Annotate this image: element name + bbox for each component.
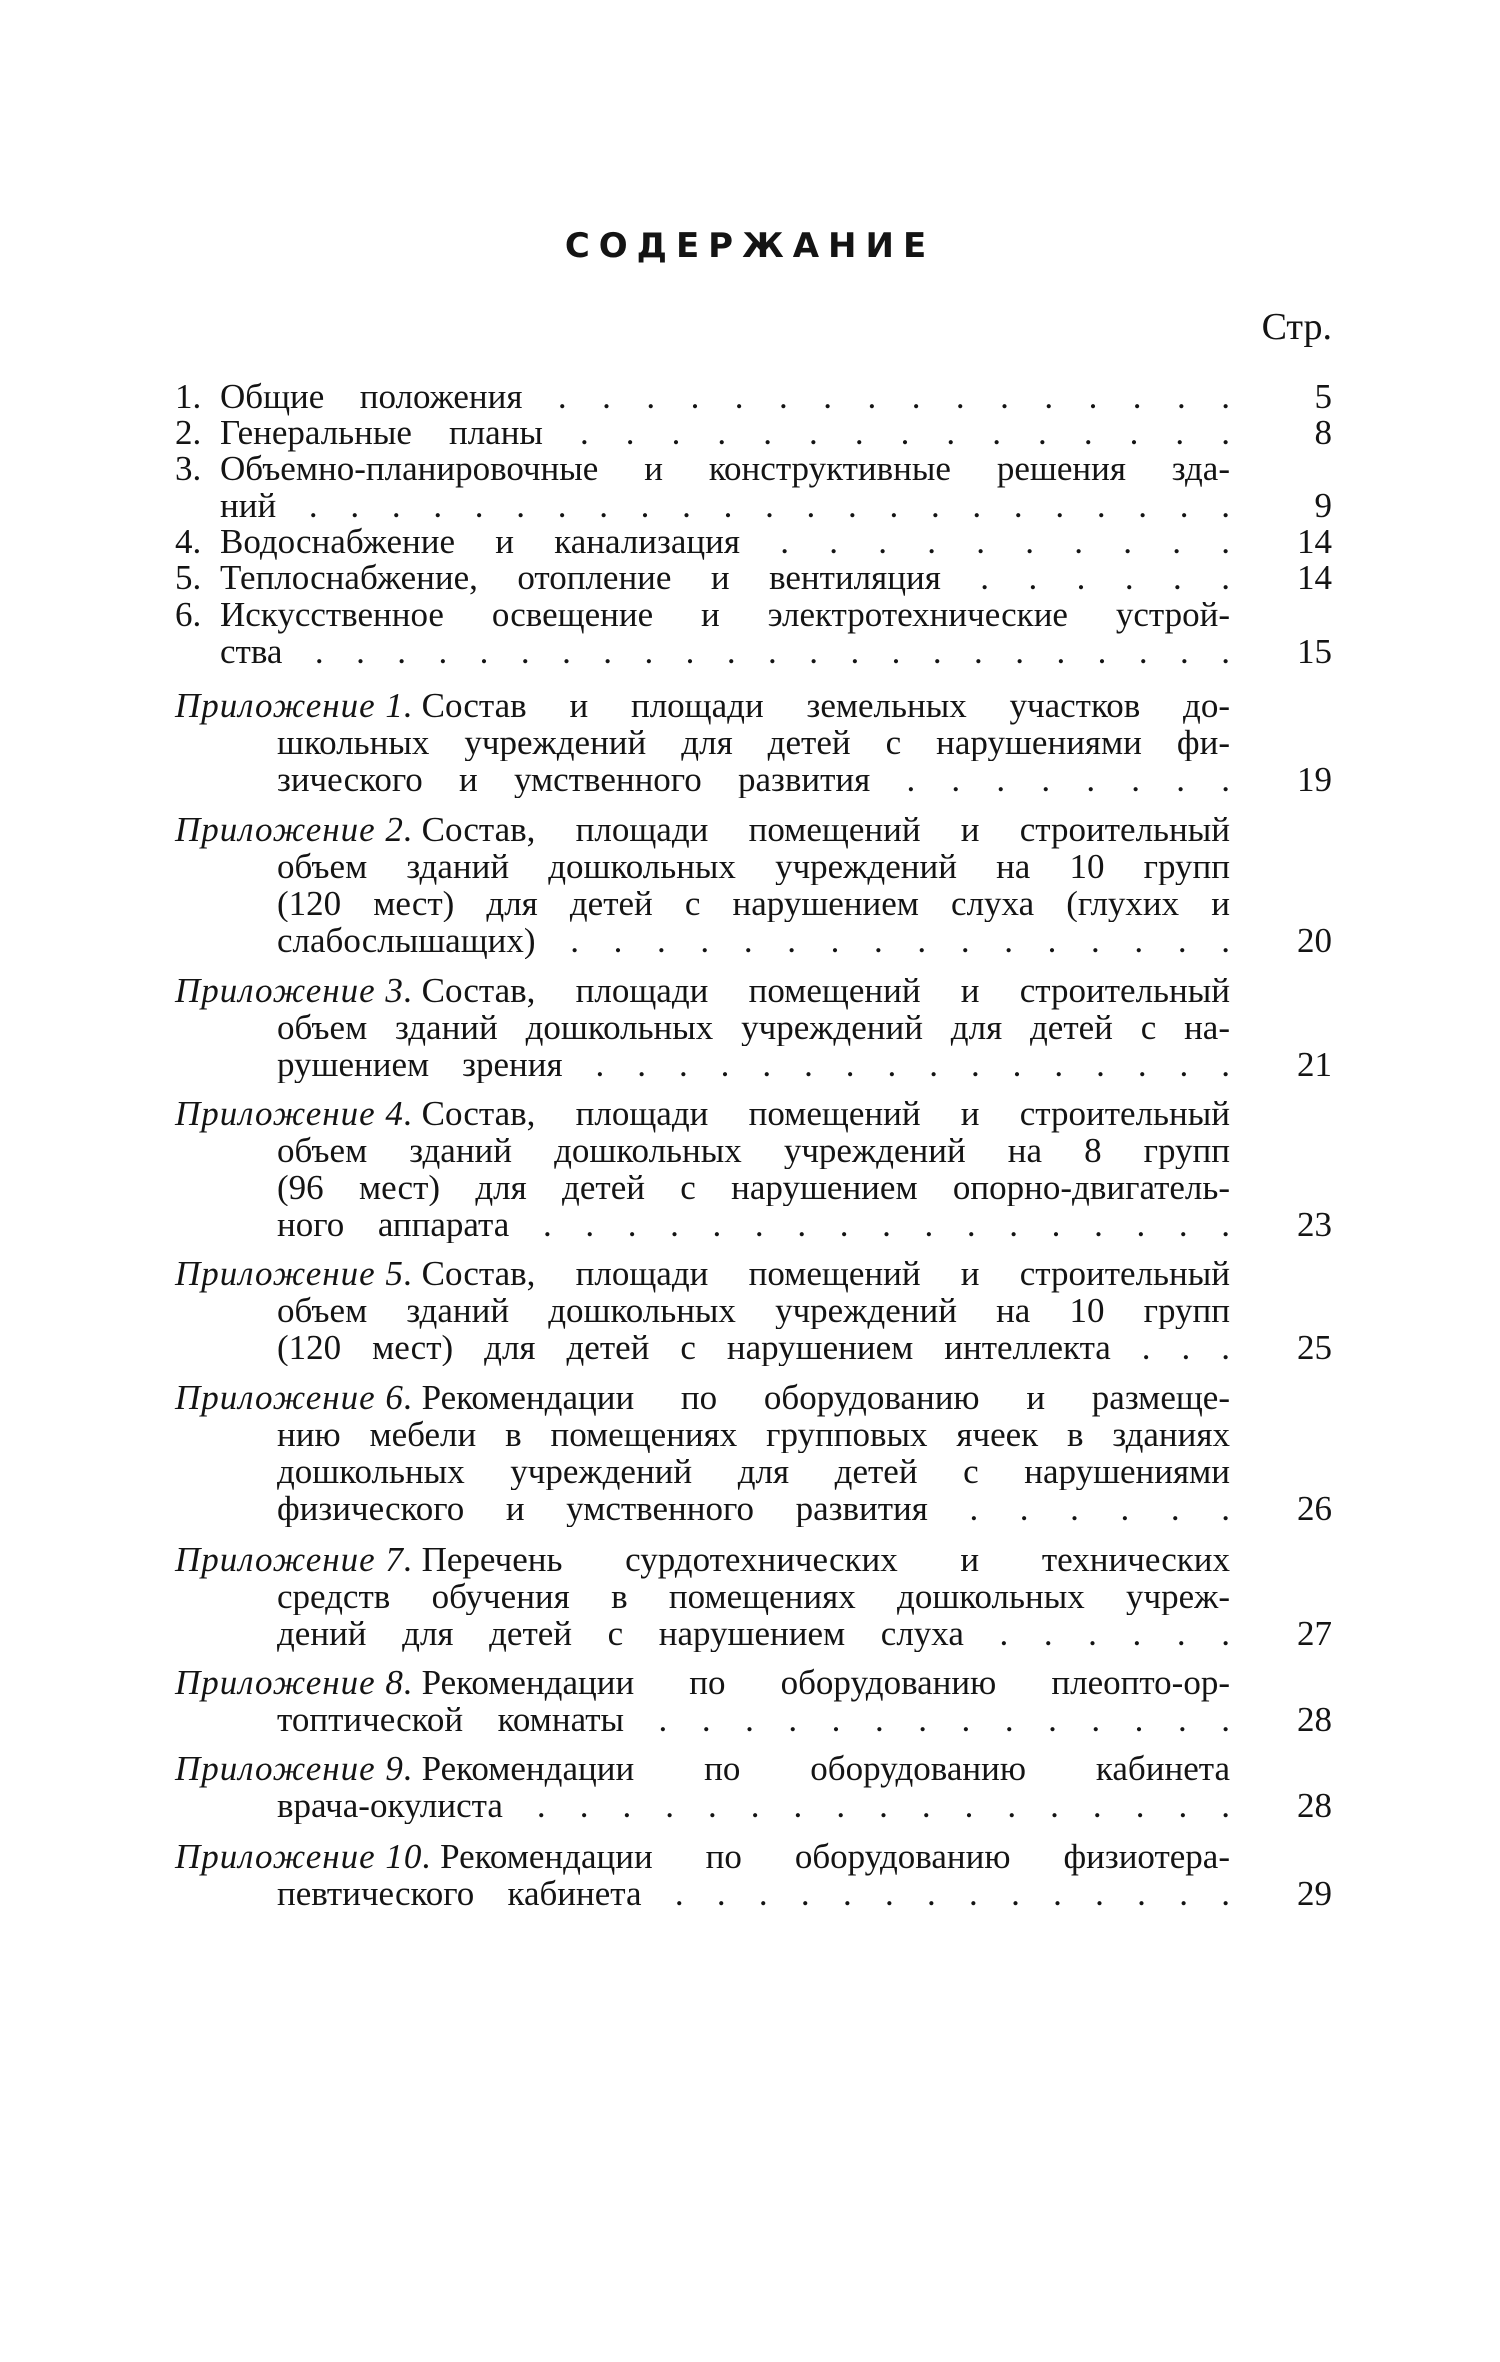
toc-appendix-label: Приложение 1. — [175, 686, 414, 725]
toc-line: Объемно-планировочные и конструктивные решения зда- — [220, 449, 1230, 488]
toc-line: Водоснабжение и канализация . . . . . . . . . . — [220, 522, 1230, 561]
toc-appendix-title: Рекомендации по оборудованию плеопто-ор- — [421, 1663, 1230, 1702]
toc-section-number: 2. — [175, 413, 202, 452]
toc-appendix-first-line — [175, 1750, 1230, 1787]
toc-line: Генеральные планы . . . . . . . . . . . . . . . — [220, 413, 1230, 452]
toc-appendix-title: Состав, площади помещений и строительный — [421, 810, 1230, 849]
toc-appendix-entry — [0, 687, 1500, 798]
toc-appendix-entry — [0, 1541, 1500, 1652]
toc-appendix-entry — [0, 811, 1500, 959]
toc-appendix-first-line — [175, 1664, 1230, 1701]
toc-line: зического и умственного развития . . . . . . . . — [277, 761, 1230, 798]
toc-appendix-entry — [0, 1379, 1500, 1527]
toc-section-number: 4. — [175, 522, 202, 561]
toc-appendix-title: Состав и площади земельных участков до- — [421, 686, 1230, 725]
toc-page-number: 19 — [1297, 760, 1332, 799]
toc-line: объем зданий дошкольных учреждений для детей с на- — [277, 1009, 1230, 1046]
toc-line: (120 мест) для детей с нарушением интеллекта . . . — [277, 1329, 1230, 1366]
toc-appendix-label: Приложение 6. — [175, 1378, 414, 1417]
toc-line: (96 мест) для детей с нарушением опорно-двигатель- — [277, 1169, 1230, 1206]
toc-appendix-first-line — [175, 972, 1230, 1009]
toc-line: рушением зрения . . . . . . . . . . . . . . . . — [277, 1046, 1230, 1083]
toc-line: топтической комнаты . . . . . . . . . . . . . . — [277, 1701, 1230, 1738]
toc-line: слабослышащих) . . . . . . . . . . . . . . . . — [277, 922, 1230, 959]
toc-page-number: 28 — [1297, 1700, 1332, 1739]
toc-line: (120 мест) для детей с нарушением слуха (глухих и — [277, 885, 1230, 922]
toc-page-number: 29 — [1297, 1874, 1332, 1913]
toc-page-number: 5 — [1314, 377, 1332, 416]
toc-appendix-title: Рекомендации по оборудованию физиотера- — [440, 1837, 1230, 1876]
toc-line: врача-окулиста . . . . . . . . . . . . . . . . . — [277, 1787, 1230, 1824]
toc-line: Общие положения . . . . . . . . . . . . . . . . — [220, 377, 1230, 416]
toc-line: физического и умственного развития . . . . . . — [277, 1490, 1230, 1527]
toc-appendix-entry — [0, 972, 1500, 1083]
toc-line: Теплоснабжение, отопление и вентиляция . . . . . . — [220, 558, 1230, 597]
toc-line: дений для детей с нарушением слуха . . . . . . — [277, 1615, 1230, 1652]
page-title: СОДЕРЖАНИЕ — [564, 226, 936, 266]
toc-section-title — [220, 414, 1230, 451]
toc-page-number: 23 — [1297, 1205, 1332, 1244]
toc-appendix-entry — [0, 1838, 1500, 1912]
toc-appendix-first-line — [175, 811, 1230, 848]
toc-appendix-label: Приложение 9. — [175, 1749, 414, 1788]
toc-section-entry — [0, 559, 1500, 596]
toc-page-number: 8 — [1314, 413, 1332, 452]
toc-appendix-first-line — [175, 687, 1230, 724]
toc-appendix-first-line — [175, 1379, 1230, 1416]
toc-section-entry — [0, 414, 1500, 451]
toc-appendix-entry — [0, 1664, 1500, 1738]
toc-section-number: 5. — [175, 558, 202, 597]
toc-page-number: 15 — [1297, 632, 1332, 671]
toc-page-number: 28 — [1297, 1786, 1332, 1825]
toc-appendix-title: Состав, площади помещений и строительный — [421, 1254, 1230, 1293]
toc-appendix-label: Приложение 4. — [175, 1094, 414, 1133]
toc-appendix-label: Приложение 2. — [175, 810, 414, 849]
toc-line: ного аппарата . . . . . . . . . . . . . . . . . — [277, 1206, 1230, 1243]
toc-appendix-title: Рекомендации по оборудованию и размеще- — [421, 1378, 1230, 1417]
page-column-label: Стр. — [1261, 306, 1332, 348]
toc-page-number: 26 — [1297, 1489, 1332, 1528]
toc-page-number: 21 — [1297, 1045, 1332, 1084]
toc-page-number: 20 — [1297, 921, 1332, 960]
toc-line: объем зданий дошкольных учреждений на 8 групп — [277, 1132, 1230, 1169]
toc-page-number: 25 — [1297, 1328, 1332, 1367]
toc-appendix-label: Приложение 10. — [175, 1837, 433, 1876]
toc-section-number: 3. — [175, 449, 202, 488]
toc-section-title — [220, 559, 1230, 596]
toc-line: ний . . . . . . . . . . . . . . . . . . . . . . . — [220, 486, 1230, 525]
toc-appendix-label: Приложение 7. — [175, 1540, 414, 1579]
toc-section-entry — [0, 596, 1500, 670]
toc-appendix-label: Приложение 5. — [175, 1254, 414, 1293]
toc-appendix-title: Состав, площади помещений и строительный — [421, 971, 1230, 1010]
toc-appendix-first-line — [175, 1255, 1230, 1292]
toc-appendix-title: Перечень сурдотехнических и технических — [421, 1540, 1230, 1579]
toc-appendix-entry — [0, 1750, 1500, 1824]
toc-section-number: 6. — [175, 595, 202, 634]
toc-section-number: 1. — [175, 377, 202, 416]
toc-line: ства . . . . . . . . . . . . . . . . . . . . . . . — [220, 632, 1230, 671]
toc-line: объем зданий дошкольных учреждений на 10 групп — [277, 848, 1230, 885]
toc-line: нию мебели в помещениях групповых ячеек в зданиях — [277, 1416, 1230, 1453]
toc-line: объем зданий дошкольных учреждений на 10 групп — [277, 1292, 1230, 1329]
toc-line: средств обучения в помещениях дошкольных учреж- — [277, 1578, 1230, 1615]
toc-section-title — [220, 450, 1230, 524]
toc-page-number: 27 — [1297, 1614, 1332, 1653]
toc-appendix-first-line — [175, 1838, 1230, 1875]
toc-section-entry — [0, 378, 1500, 415]
toc-line: певтического кабинета . . . . . . . . . . . . . . — [277, 1875, 1230, 1912]
toc-section-title — [220, 523, 1230, 560]
toc-appendix-entry — [0, 1255, 1500, 1366]
toc-line: дошкольных учреждений для детей с нарушениями — [277, 1453, 1230, 1490]
toc-section-entry — [0, 523, 1500, 560]
toc-appendix-first-line — [175, 1541, 1230, 1578]
toc-section-title — [220, 378, 1230, 415]
toc-appendix-entry — [0, 1095, 1500, 1243]
toc-page-number: 14 — [1297, 522, 1332, 561]
toc-appendix-title: Состав, площади помещений и строительный — [421, 1094, 1230, 1133]
toc-appendix-title: Рекомендации по оборудованию кабинета — [421, 1749, 1230, 1788]
toc-appendix-label: Приложение 3. — [175, 971, 414, 1010]
toc-appendix-label: Приложение 8. — [175, 1663, 414, 1702]
toc-line: Искусственное освещение и электротехнические устрой- — [220, 595, 1230, 634]
toc-appendix-first-line — [175, 1095, 1230, 1132]
toc-line: школьных учреждений для детей с нарушениями фи- — [277, 724, 1230, 761]
toc-section-title — [220, 596, 1230, 670]
toc-page-number: 14 — [1297, 558, 1332, 597]
toc-page-number: 9 — [1314, 486, 1332, 525]
toc-section-entry — [0, 450, 1500, 524]
